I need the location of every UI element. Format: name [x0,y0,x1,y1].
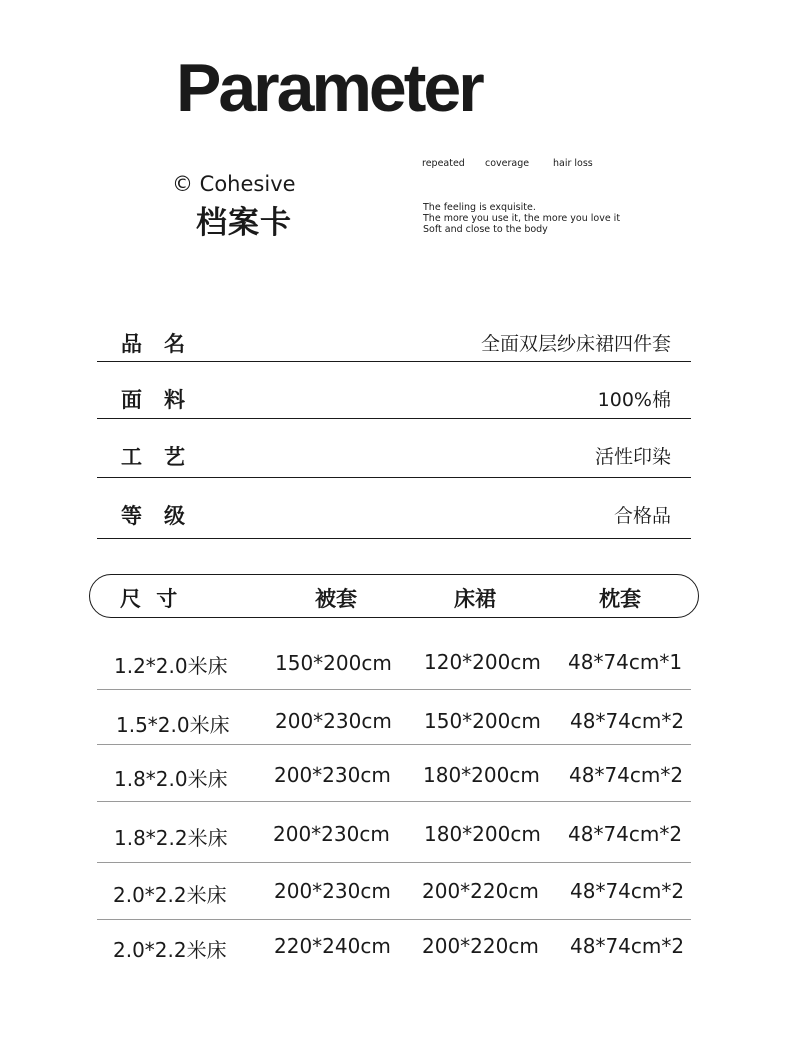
spec-value: 100%棉 [597,389,671,411]
cell-pillowcase: 48*74cm*2 [569,763,684,787]
cell-bed-size: 1.5*2.0米床 [116,713,230,737]
header-bed-skirt: 床裙 [454,587,496,611]
spec-label: 工艺 [121,445,207,469]
cell-bed-size: 1.8*2.2米床 [114,826,228,850]
table-row [97,863,691,920]
spec-row-product-name [97,322,691,362]
page-title: Parameter [176,50,482,126]
spec-value: 活性印染 [594,446,671,468]
table-row [97,636,691,690]
cell-bed-skirt: 120*200cm [424,650,541,674]
header-duvet-cover: 被套 [315,587,357,611]
cell-duvet-cover: 220*240cm [274,934,391,958]
spec-label: 面料 [121,388,207,412]
spec-row-craft [97,419,691,478]
cell-bed-size: 1.8*2.0米床 [114,767,228,791]
spec-label: 品名 [121,332,207,356]
cell-bed-size: 2.0*2.2米床 [113,883,227,907]
cell-bed-skirt: 150*200cm [424,709,541,733]
cell-bed-size: 1.2*2.0米床 [114,654,228,678]
spec-row-fabric [97,362,691,419]
header-pillowcase: 枕套 [599,587,641,611]
slogan-line: Soft and close to the body [423,224,548,235]
size-table-header [89,574,699,618]
cell-pillowcase: 48*74cm*2 [570,709,685,733]
cell-pillowcase: 48*74cm*1 [568,650,683,674]
spec-value: 合格品 [613,505,671,527]
slogan [423,202,620,235]
table-row [97,690,691,745]
cell-bed-skirt: 180*200cm [424,822,541,846]
spec-row-grade [97,478,691,539]
tag-repeated: repeated [422,158,465,169]
brand-name: © Cohesive [172,172,296,196]
table-row [97,920,691,970]
header-size: 尺 寸 [120,587,182,611]
slogan-line: The more you use it, the more you love it [423,213,621,224]
cell-bed-skirt: 200*220cm [422,934,539,958]
cell-pillowcase: 48*74cm*2 [570,879,685,903]
cell-pillowcase: 48*74cm*2 [570,934,685,958]
cell-duvet-cover: 200*230cm [274,763,391,787]
cell-duvet-cover: 200*230cm [275,709,392,733]
cell-pillowcase: 48*74cm*2 [568,822,683,846]
cell-bed-skirt: 200*220cm [422,879,539,903]
spec-label: 等级 [121,504,207,528]
table-row [97,745,691,802]
cell-duvet-cover: 200*230cm [273,822,390,846]
cell-bed-skirt: 180*200cm [423,763,540,787]
card-title: 档案卡 [196,205,292,241]
slogan-line: The feeling is exquisite. [423,202,536,213]
cell-duvet-cover: 150*200cm [275,651,392,675]
tag-coverage: coverage [485,158,530,169]
spec-value: 全面双层纱床裙四件套 [480,333,671,355]
cell-duvet-cover: 200*230cm [274,879,391,903]
table-row [97,802,691,863]
tag-hair-loss: hair loss [553,158,593,169]
cell-bed-size: 2.0*2.2米床 [113,938,227,962]
